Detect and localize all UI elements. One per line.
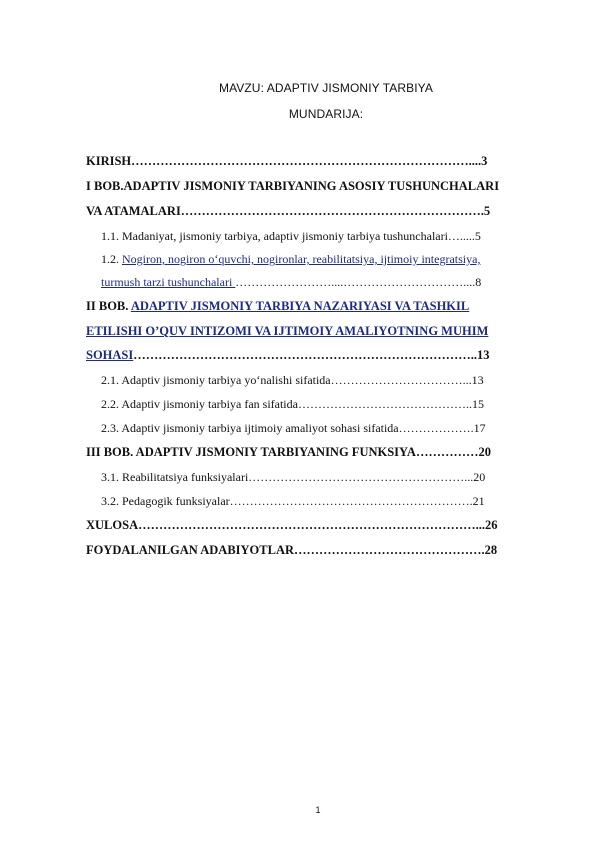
toc-section-2-1: 2.1. Adaptiv jismoniy tarbiya yo‘nalishi sifatida……………………………...13: [101, 373, 484, 387]
page-number: 1: [315, 805, 321, 815]
toc-chapter-2-prefix: II BOB.: [86, 299, 131, 313]
toc-chapter-1-title-cont: VA ATAMALARI……………………………………………………………….5: [86, 204, 491, 218]
toc-chapter-2-link-cont[interactable]: ETILISHI O’QUV INTIZOMI VA IJTIMOIY AMALIYOTNING MUHIM: [86, 324, 489, 338]
toc-entry-xulosa: XULOSA………………………………………………………………………...26: [86, 518, 498, 532]
toc-section-3-2: 3.2. Pedagogik funksiyalar…………………………………………………….21: [101, 494, 485, 508]
contents-heading: MUNDARIJA:: [288, 107, 364, 121]
toc-section-2-3: 2.3. Adaptiv jismoniy tarbiya ijtimoiy amaliyot sohasi sifatida……………….17: [101, 421, 486, 435]
toc-chapter-3: III BOB. ADAPTIV JISMONIY TARBIYANING FUNKSIYA……………20: [86, 445, 491, 459]
toc-chapter-2-end: [86, 348, 490, 363]
toc-section-1-2-dots: ……………………....…………………………....8: [235, 275, 482, 289]
toc-section-1-2-link[interactable]: Nogiron, nogiron o‘quvchi, nogironlar, reabilitatsiya, ijtimoiy integratsiya,: [122, 252, 481, 266]
toc-chapter-1-title: I BOB.ADAPTIV JISMONIY TARBIYANING ASOSIY TUSHUNCHALARI: [86, 179, 500, 193]
toc-chapter-2: [86, 299, 469, 314]
toc-section-1-2: [101, 252, 480, 267]
toc-entry-adabiyotlar: FOYDALANILGAN ADABIYOTLAR……………………………………….28: [86, 543, 498, 557]
toc-chapter-2-cont: [86, 324, 488, 339]
toc-section-1-2-link-cont[interactable]: turmush tarzi tushunchalari: [101, 275, 236, 289]
toc-entry-kirish: KIRISH………………………………………………………………………....3: [86, 154, 488, 168]
toc-chapter-2-link-end[interactable]: SOHASI: [86, 348, 134, 362]
toc-section-1-2-number: 1.2.: [101, 252, 122, 266]
toc-section-1-2-cont: [101, 275, 481, 290]
topic-title: MAVZU: ADAPTIV JISMONIY TARBIYA: [218, 81, 434, 95]
toc-chapter-2-link[interactable]: ADAPTIV JISMONIY TARBIYA NAZARIYASI VA TASHKIL: [130, 299, 470, 313]
toc-section-3-1: 3.1. Reabilitatsiya funksiyalari………………………………………………...20: [101, 470, 486, 484]
toc-chapter-2-dots: ………………………………………………………………………..13: [133, 348, 490, 362]
toc-section-1-1: 1.1. Madaniyat, jismoniy tarbiya, adaptiv jismoniy tarbiya tushunchalari….....5: [101, 229, 481, 243]
toc-section-2-2: 2.2. Adaptiv jismoniy tarbiya fan sifatida……………………………………..15: [101, 397, 484, 411]
